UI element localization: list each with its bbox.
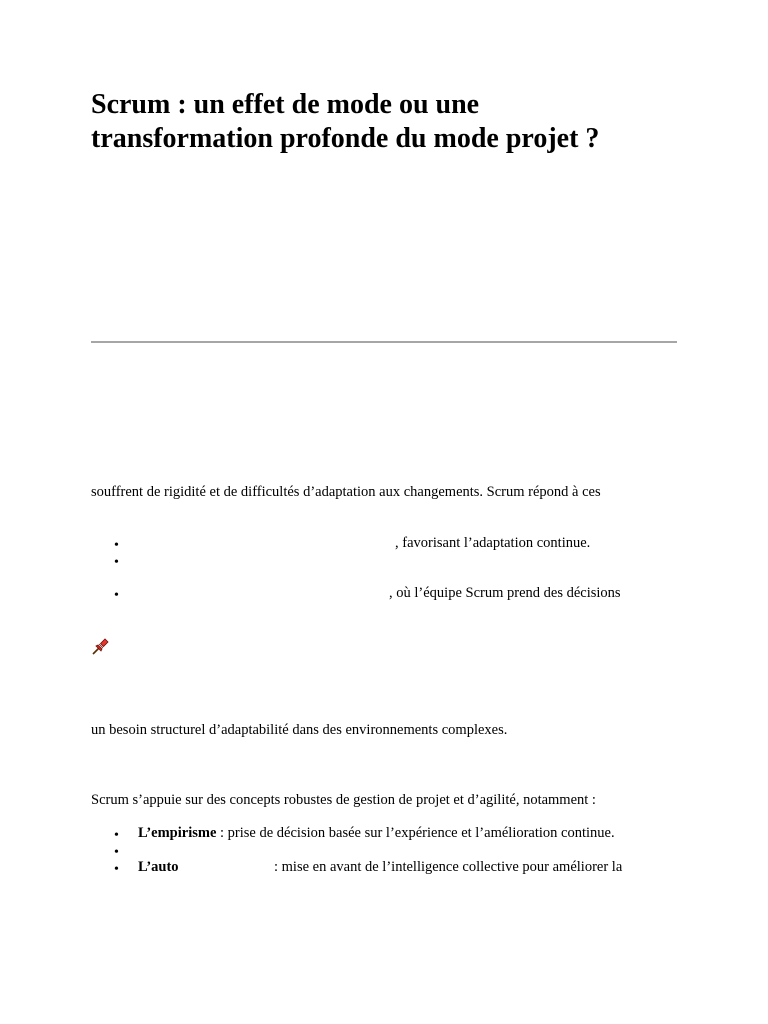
bullet-marker: •	[114, 845, 119, 860]
paragraph-concepts: Scrum s’appuie sur des concepts robustes de gestion de projet et d’agilité, notamment :	[91, 792, 596, 808]
title-line-1: Scrum : un effet de mode ou une	[91, 89, 480, 120]
term-auto: L’auto	[138, 859, 179, 875]
bullet-marker: •	[114, 862, 119, 877]
pushpin-icon	[91, 636, 111, 656]
list-item-empirisme	[138, 825, 615, 842]
paragraph-rigidity: souffrent de rigidité et de difficultés d’adaptation aux changements. Scrum répond à ces	[91, 484, 601, 500]
bullet-marker: •	[114, 555, 119, 570]
title-line-2: transformation profonde du mode projet ?	[91, 123, 600, 154]
bullet-marker: •	[114, 538, 119, 553]
definition-empirisme: : prise de décision basée sur l’expérience et l’amélioration continue.	[216, 825, 615, 841]
bullet-marker: •	[114, 828, 119, 843]
paragraph-adaptability: un besoin structurel d’adaptabilité dans des environnements complexes.	[91, 722, 508, 738]
list-item-adaptation: , favorisant l’adaptation continue.	[395, 535, 591, 551]
definition-auto: : mise en avant de l’intelligence collective pour améliorer la	[274, 859, 623, 875]
list-item-decisions: , où l’équipe Scrum prend des décisions	[389, 585, 621, 601]
document-title	[91, 88, 691, 156]
bullet-marker: •	[114, 588, 119, 603]
horizontal-divider	[91, 341, 677, 343]
term-empirisme: L’empirisme	[138, 825, 217, 841]
